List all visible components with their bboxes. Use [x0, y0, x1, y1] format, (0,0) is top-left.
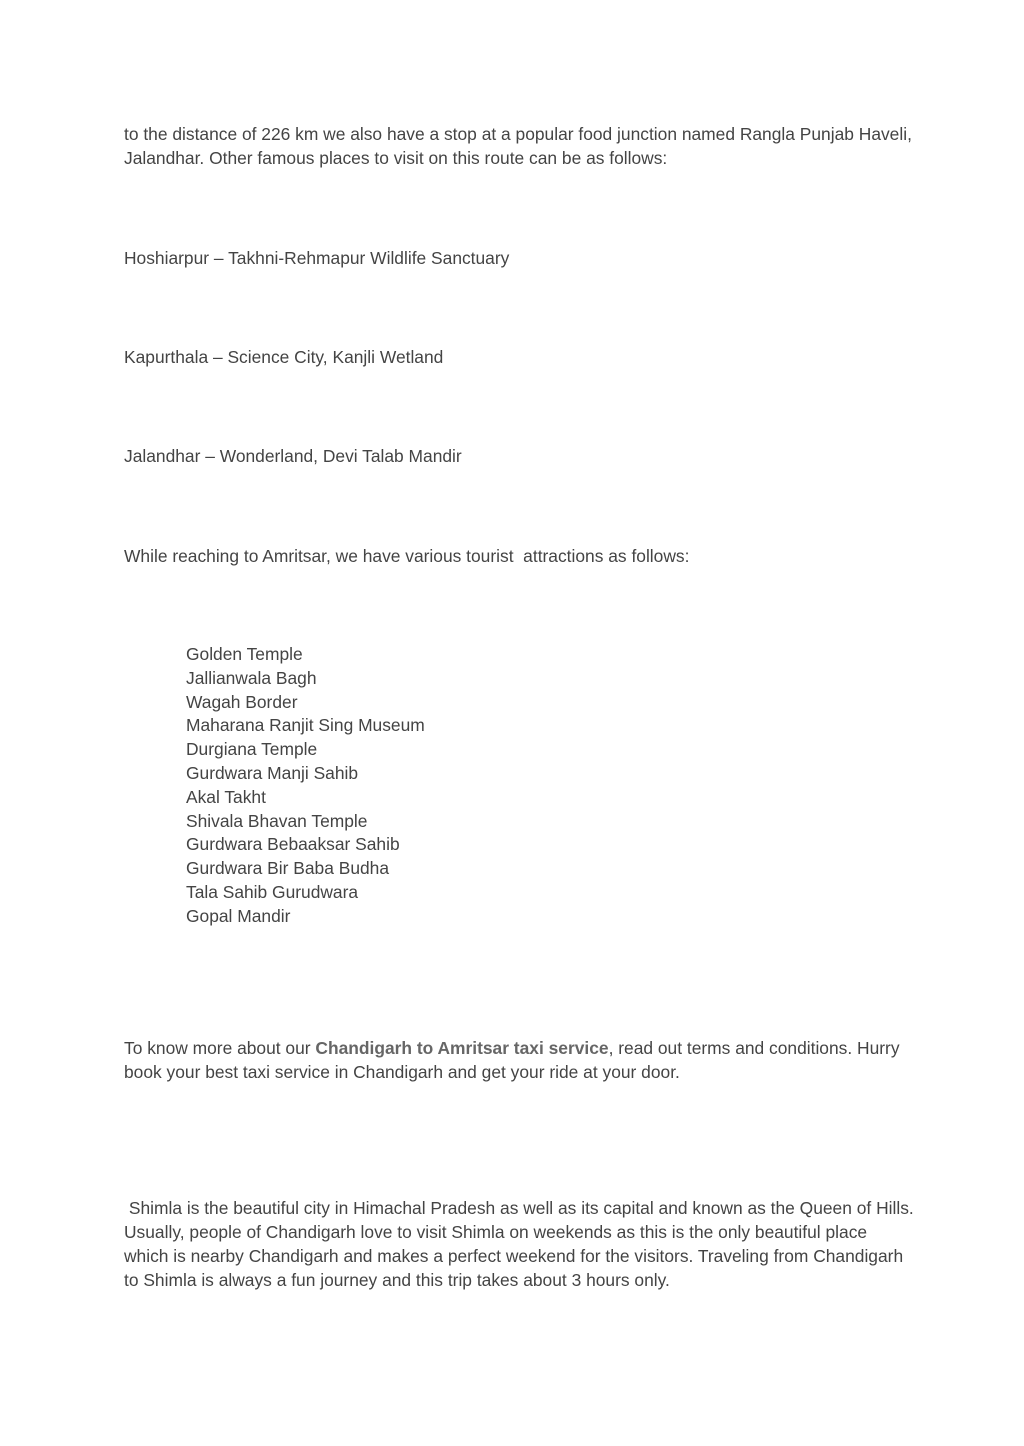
- list-item: Durgiana Temple: [186, 739, 318, 760]
- route-stop-hoshiarpur: Hoshiarpur – Takhni-Rehmapur Wildlife Sanctuary: [124, 248, 510, 268]
- list-item: Shivala Bhavan Temple: [186, 810, 368, 831]
- list-item: Gurdwara Manji Sahib: [186, 762, 359, 783]
- list-item: Tala Sahib Gurudwara: [186, 881, 359, 902]
- list-item: Maharana Ranjit Sing Museum: [186, 715, 425, 736]
- taxi-service-paragraph: [124, 1036, 914, 1084]
- route-stop-kapurthala: Kapurthala – Science City, Kanjli Wetland: [124, 347, 444, 367]
- intro-paragraph: to the distance of 226 km we also have a stop at a popular food junction named Rangla Punjab Haveli, Jalandhar. Other famous places to visit on this route can be as follows:: [124, 124, 912, 168]
- amritsar-attractions-intro: While reaching to Amritsar, we have various tourist attractions as follows:: [124, 546, 690, 566]
- shimla-paragraph: Shimla is the beautiful city in Himachal Pradesh as well as its capital and known as the Queen of Hills. Usually, people of Chandigarh love to visit Shimla on weekends as this is the only beautiful place which is nearby Chandigarh and makes a perfect weekend for the visitors. Traveling from Chandigarh to Shimla is always a fun journey and this trip takes about 3 hours only.: [124, 1198, 919, 1290]
- list-item: Jallianwala Bagh: [186, 667, 317, 688]
- list-item: Golden Temple: [186, 644, 303, 664]
- route-stop-jalandhar: Jalandhar – Wonderland, Devi Talab Mandir: [124, 446, 462, 466]
- taxi-service-link[interactable]: Chandigarh to Amritsar taxi service: [315, 1038, 609, 1058]
- list-item: Wagah Border: [186, 691, 298, 712]
- amritsar-attractions-list: [186, 643, 425, 929]
- list-item: Gurdwara Bebaaksar Sahib: [186, 834, 400, 855]
- taxi-service-text-after: , read out terms and conditions. Hurry book your best taxi service in Chandigarh and get your ride at your door.: [124, 1038, 900, 1082]
- list-item: Gurdwara Bir Baba Budha: [186, 858, 390, 879]
- list-item: Gopal Mandir: [186, 905, 291, 926]
- taxi-service-text-before: To know more about our: [124, 1038, 316, 1058]
- list-item: Akal Takht: [186, 786, 266, 807]
